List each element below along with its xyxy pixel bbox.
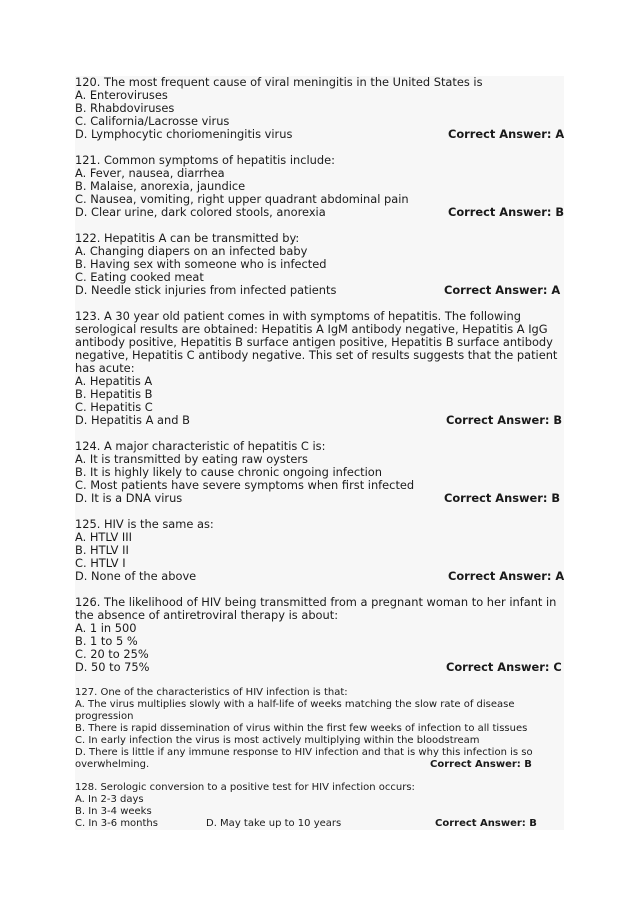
option-b: B. Hepatitis B — [75, 387, 153, 401]
option-d-row — [75, 414, 564, 427]
option-d: D. Lymphocytic choriomeningitis virus — [75, 127, 293, 141]
option-b: B. There is rapid dissemination of virus within the first few weeks of infection to all tissues — [75, 723, 528, 734]
correct-answer: Correct Answer: B — [448, 205, 565, 219]
option-a: A. Hepatitis A — [75, 374, 153, 388]
option-c: C. In 3-6 months — [75, 818, 158, 829]
question-stem: 122. Hepatitis A can be transmitted by: — [75, 231, 300, 245]
option-b: B. Malaise, anorexia, jaundice — [75, 179, 246, 193]
option-d: D. May take up to 10 years — [206, 818, 342, 829]
option-d-row — [75, 661, 564, 674]
question-126 — [75, 596, 564, 674]
option-d: D. 50 to 75% — [75, 660, 150, 674]
option-a: A. HTLV III — [75, 530, 132, 544]
correct-answer: Correct Answer: B — [430, 759, 532, 770]
correct-answer: Correct Answer: B — [446, 413, 563, 427]
option-b: B. In 3-4 weeks — [75, 806, 152, 817]
option-d: D. Needle stick injuries from infected patients — [75, 283, 337, 297]
question-stem: 127. One of the characteristics of HIV infection is that: — [75, 687, 348, 698]
question-124 — [75, 440, 564, 505]
option-c: C. HTLV I — [75, 556, 126, 570]
option-a: A. Changing diapers on an infected baby — [75, 244, 308, 258]
option-a: A. Fever, nausea, diarrhea — [75, 166, 225, 180]
option-c: C. California/Lacrosse virus — [75, 114, 230, 128]
option-d-row — [75, 128, 564, 141]
option-d: D. Hepatitis A and B — [75, 413, 190, 427]
question-stem: 121. Common symptoms of hepatitis include: — [75, 153, 335, 167]
option-a: A. It is transmitted by eating raw oysters — [75, 452, 308, 466]
option-d-row — [75, 570, 564, 583]
question-stem: 120. The most frequent cause of viral meningitis in the United States is — [75, 75, 483, 89]
question-stem: 124. A major characteristic of hepatitis C is: — [75, 439, 326, 453]
question-122 — [75, 232, 564, 297]
option-d: D. It is a DNA virus — [75, 491, 183, 505]
correct-answer: Correct Answer: A — [448, 569, 565, 583]
option-a: A. The virus multiplies slowly with a half-life of weeks matching the slow rate of disease progression — [75, 699, 515, 722]
question-127 — [75, 687, 564, 771]
option-a: A. Enteroviruses — [75, 88, 168, 102]
correct-answer: Correct Answer: B — [435, 818, 537, 829]
option-c: C. 20 to 25% — [75, 647, 149, 661]
option-c: C. Nausea, vomiting, right upper quadrant abdominal pain — [75, 192, 409, 206]
option-d-row — [75, 206, 564, 219]
option-cd-row — [75, 818, 564, 830]
question-120 — [75, 76, 564, 141]
option-b: B. It is highly likely to cause chronic ongoing infection — [75, 465, 382, 479]
option-b: B. 1 to 5 % — [75, 634, 138, 648]
option-b: B. HTLV II — [75, 543, 129, 557]
option-c: C. In early infection the virus is most actively multiplying within the bloodstream — [75, 735, 480, 746]
option-d: D. None of the above — [75, 569, 197, 583]
option-d-row — [75, 492, 564, 505]
question-stem: 128. Serologic conversion to a positive test for HIV infection occurs: — [75, 782, 415, 793]
option-d-row — [75, 747, 564, 771]
correct-answer: Correct Answer: A — [444, 283, 561, 297]
option-c: C. Hepatitis C — [75, 400, 153, 414]
option-d: D. There is little if any immune response to HIV infection and that is why this infection is so overwhelming. — [75, 747, 533, 770]
question-128 — [75, 782, 564, 830]
correct-answer: Correct Answer: A — [448, 127, 565, 141]
option-b: B. Having sex with someone who is infected — [75, 257, 327, 271]
option-c: C. Most patients have severe symptoms when first infected — [75, 478, 415, 492]
question-121 — [75, 154, 564, 219]
question-stem: 126. The likelihood of HIV being transmitted from a pregnant woman to her infant in the absence of antiretroviral therapy is about: — [75, 595, 557, 622]
question-125 — [75, 518, 564, 583]
question-stem: 123. A 30 year old patient comes in with symptoms of hepatitis. The following serological results are obtained: Hepatitis A IgM antibody negative, Hepatitis A IgG antibody positive, Hepatitis B surface antigen positive, Hepatitis B surface antibody negative, Hepatitis C antibody negative. This set of results suggests that the patient has acute: — [75, 309, 558, 375]
correct-answer: Correct Answer: B — [444, 491, 561, 505]
option-d: D. Clear urine, dark colored stools, anorexia — [75, 205, 326, 219]
question-123 — [75, 310, 564, 427]
question-list — [75, 76, 564, 830]
option-a: A. 1 in 500 — [75, 621, 137, 635]
option-d-row — [75, 284, 564, 297]
correct-answer: Correct Answer: C — [446, 660, 562, 674]
option-b: B. Rhabdoviruses — [75, 101, 175, 115]
question-stem: 125. HIV is the same as: — [75, 517, 214, 531]
option-c: C. Eating cooked meat — [75, 270, 204, 284]
option-a: A. In 2-3 days — [75, 794, 144, 805]
